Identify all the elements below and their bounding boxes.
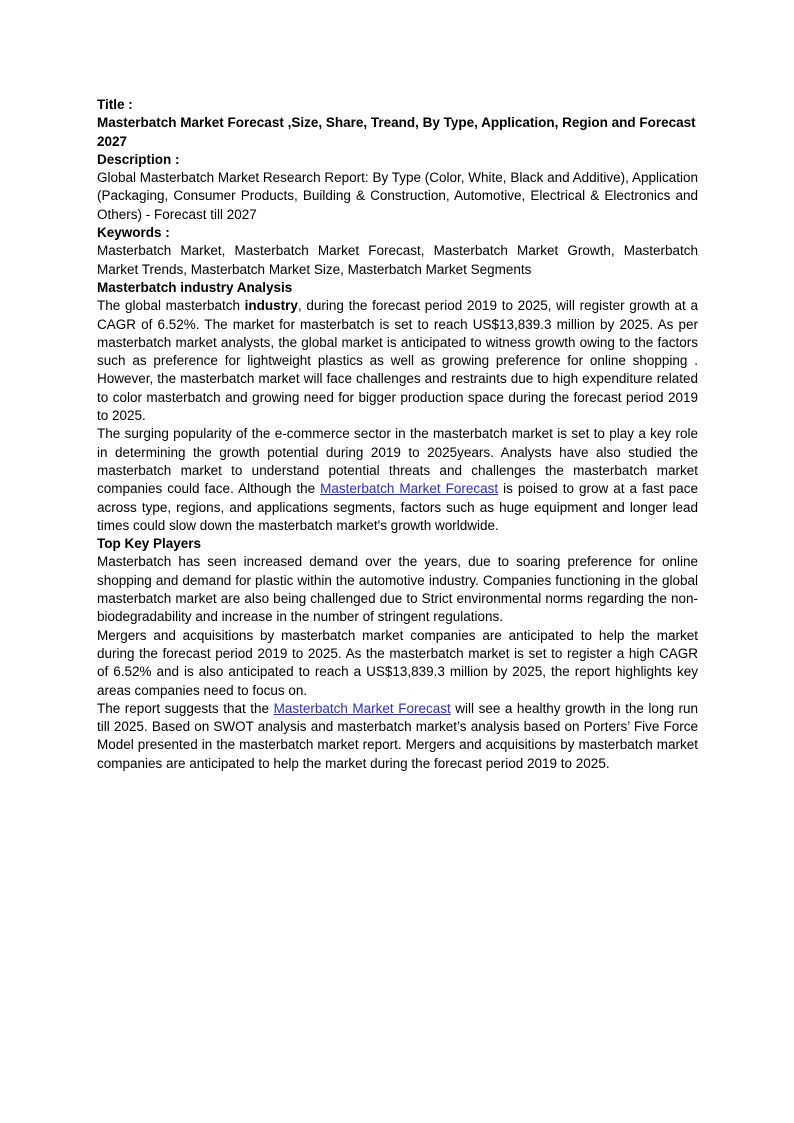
industry-bold-word: industry (244, 298, 298, 314)
description-text: Global Masterbatch Market Research Report: By Type (Color, White, Black and Additive), Application (Packaging, Consumer Products, Building & Construction, Automotive, Electrical & Electronics and Others) - Forecast till 2027 (97, 170, 698, 222)
keywords-text: Masterbatch Market, Masterbatch Market Forecast, Masterbatch Market Growth, Masterbatch Market Trends, Masterbatch Market Size, Masterbatch Market Segments (97, 243, 698, 277)
key-players-paragraph-1: Masterbatch has seen increased demand over the years, due to soaring preference for online shopping and demand for plastic within the automotive industry. Companies functioning in the global masterbatch market are also being challenged due to Strict environmental norms regarding the non-biodegradability and increase in the number of stringent regulations. (97, 554, 698, 625)
key-players-p3-text-after: will see a healthy growth in the long run till 2025. Based on SWOT analysis and masterbatch market’s analysis based on Porters’ Five Force Model presented in the masterbatch market report. Mergers and acquisitions by masterbatch market companies are anticipated to help the market during the forecast period 2019 to 2025. (97, 700, 699, 771)
industry-analysis-paragraph-2 (97, 425, 698, 535)
masterbatch-market-forecast-link-2[interactable]: Masterbatch Market Forecast (273, 700, 451, 716)
top-key-players-heading: Top Key Players (97, 536, 202, 552)
industry-analysis-heading: Masterbatch industry Analysis (97, 279, 293, 295)
key-players-p3-text-before: The report suggests that the (97, 700, 274, 716)
keywords-label: Keywords : (97, 225, 170, 241)
analysis-p2-text-before: The surging popularity of the e-commerce sector in the masterbatch market is set to play a key role in determining the growth potential during 2019 to 2025years. Analysts have also studied the masterbatch market to understand potential threats and challenges the masterbatch market companies could face. Although the (97, 426, 698, 497)
title-label: Title : (97, 97, 133, 112)
key-players-paragraph-2: Mergers and acquisitions by masterbatch market companies are anticipated to help the market during the forecast period 2019 to 2025. As the masterbatch market is set to register a high CAGR of 6.52% and is also anticipated to reach a US$13,839.3 million by 2025, the report highlights key areas companies need to focus on. (97, 627, 698, 698)
masterbatch-market-forecast-link-1[interactable]: Masterbatch Market Forecast (320, 481, 499, 497)
description-label: Description : (97, 151, 180, 167)
key-players-paragraph-3 (97, 700, 698, 773)
analysis-p1-text-before: The global masterbatch (97, 298, 245, 314)
analysis-p1-text-after: , during the forecast period 2019 to 2025, will register growth at a CAGR of 6.52%. The market for masterbatch is set to reach US$13,839.3 million by 2025. As per masterbatch market analysts, the global market is anticipated to witness growth owing to the factors such as preference for lightweight plastics as well as growing preference for online shopping . However, the masterbatch market will face challenges and restraints due to high expenditure related to color masterbatch and growing need for bigger production space during the forecast period 2019 to 2025. (97, 298, 698, 424)
analysis-p2-text-after: is poised to grow at a fast pace across type, regions, and applications segments, factors such as huge equipment and longer lead times could slow down the masterbatch market's growth worldwide. (97, 481, 699, 533)
document-title: Masterbatch Market Forecast ,Size, Share, Treand, By Type, Application, Region and Forecast 2027 (97, 115, 696, 149)
industry-analysis-paragraph-1 (97, 297, 698, 425)
